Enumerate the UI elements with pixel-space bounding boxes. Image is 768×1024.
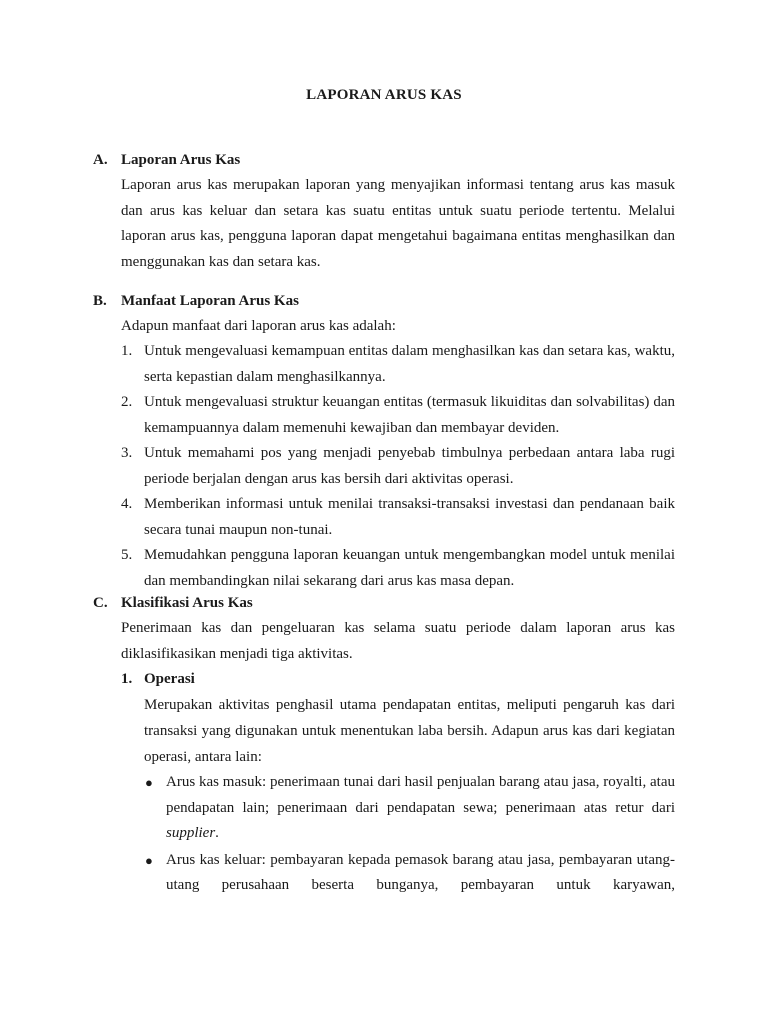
list-item (121, 492, 675, 543)
list-number: 4. (121, 496, 133, 512)
section-a-heading (93, 148, 675, 173)
section-title: Manfaat Laporan Arus Kas (121, 293, 299, 309)
list-item (121, 339, 675, 390)
list-item (121, 543, 675, 594)
section-c-heading (93, 591, 675, 616)
section-title: Klasifikasi Arus Kas (121, 595, 253, 611)
section-title: Laporan Arus Kas (121, 152, 241, 168)
section-b-intro: Adapun manfaat dari laporan arus kas adalah: (121, 318, 396, 334)
bullet-icon: ● (145, 775, 153, 790)
list-text: Untuk memahami pos yang menjadi penyebab timbulnya perbedaan antara laba rugi periode berjalan dengan arus kas bersih dari aktivitas operasi. (144, 445, 675, 487)
list-text: Memberikan informasi untuk menilai transaksi-transaksi investasi dan pendanaan baik secara tunai maupun non-tunai. (144, 496, 675, 538)
italic-term: supplier (166, 825, 216, 841)
list-item (121, 441, 675, 492)
list-number: 1. (121, 343, 133, 359)
list-number: 3. (121, 445, 133, 461)
section-letter: A. (93, 152, 108, 168)
section-c-intro: Penerimaan kas dan pengeluaran kas selama suatu periode dalam laporan arus kas diklasifikasikan menjadi tiga aktivitas. (121, 620, 675, 662)
section-a-body: Laporan arus kas merupakan laporan yang menyajikan informasi tentang arus kas masuk dan arus kas keluar dan setara kas suatu entitas untuk suatu periode tertentu. Melalui laporan arus kas, pengguna laporan dapat mengetahui bagaimana entitas menghasilkan dan menggunakan kas dan setara kas. (121, 177, 675, 270)
list-item (144, 770, 675, 847)
subsection-operasi-heading (121, 667, 675, 692)
list-text: Arus kas keluar: pembayaran kepada pemasok barang atau jasa, pembayaran utang-utang perusahaan beserta bunganya, pembayaran untuk karyawan, (166, 851, 675, 893)
subsection-operasi-body: Merupakan aktivitas penghasil utama pendapatan entitas, meliputi pengaruh kas dari transaksi yang digunakan untuk menentukan laba bersih. Adapun arus kas dari kegiatan operasi, antara lain: (144, 697, 675, 765)
subsection-title: Operasi (144, 671, 195, 687)
list-text-tail: . (215, 825, 219, 841)
list-number: 5. (121, 547, 133, 563)
operasi-bullet-list (144, 770, 675, 899)
subsection-number: 1. (121, 671, 133, 687)
section-c (93, 591, 675, 899)
section-letter: C. (93, 595, 108, 611)
list-text: Memudahkan pengguna laporan keuangan untuk mengembangkan model untuk menilai dan membandingkan nilai sekarang dari arus kas masa depan. (144, 547, 675, 589)
bullet-icon: ● (145, 852, 153, 868)
list-number: 2. (121, 394, 133, 410)
section-b-heading (93, 289, 675, 314)
list-text: Untuk mengevaluasi struktur keuangan entitas (termasuk likuiditas dan solvabilitas) dan kemampuannya dalam memenuhi kewajiban dan membayar deviden. (144, 394, 675, 436)
section-b (93, 289, 675, 594)
list-text: Arus kas masuk: penerimaan tunai dari hasil penjualan barang atau jasa, royalti, atau pendapatan lain; penerimaan dari pendapatan sewa; penerimaan atas retur dari (166, 774, 675, 816)
list-item (144, 848, 675, 899)
list-text: Untuk mengevaluasi kemampuan entitas dalam menghasilkan kas dan setara kas, waktu, serta kepastian dalam menghasilkannya. (144, 343, 675, 385)
document-title: LAPORAN ARUS KAS (306, 87, 462, 103)
list-item (121, 390, 675, 441)
benefits-list (121, 339, 675, 594)
section-letter: B. (93, 293, 107, 309)
section-a (93, 148, 675, 275)
